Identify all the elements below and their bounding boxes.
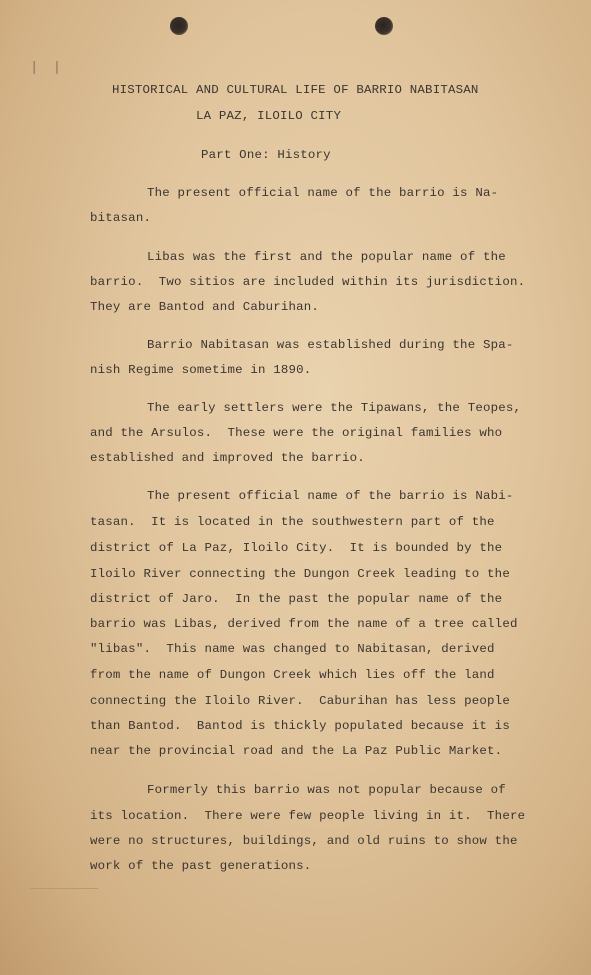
punch-hole-right: [375, 17, 393, 35]
text-line: connecting the Iloilo River. Caburihan has less people: [90, 694, 510, 708]
text-line: work of the past generations.: [90, 859, 312, 873]
part-heading: Part One: History: [201, 148, 331, 162]
text-line: barrio. Two sitios are included within its jurisdiction.: [90, 275, 526, 289]
text-line: bitasan.: [90, 211, 152, 225]
text-line: were no structures, buildings, and old ruins to show the: [90, 834, 518, 848]
text-line: than Bantod. Bantod is thickly populated because it is: [90, 719, 510, 733]
text-line: barrio was Libas, derived from the name of a tree called: [90, 617, 518, 631]
text-line: from the name of Dungon Creek which lies off the land: [90, 668, 495, 682]
text-line: nish Regime sometime in 1890.: [90, 363, 312, 377]
text-line: They are Bantod and Caburihan.: [90, 300, 320, 314]
text-line: its location. There were few people living in it. There: [90, 809, 526, 823]
document-title: HISTORICAL AND CULTURAL LIFE OF BARRIO NABITASAN: [112, 83, 479, 97]
text-line: and the Arsulos. These were the original families who: [90, 426, 503, 440]
margin-mark: | |: [30, 60, 65, 76]
text-line: near the provincial road and the La Paz Public Market.: [90, 744, 503, 758]
text-line: Iloilo River connecting the Dungon Creek leading to the: [90, 567, 510, 581]
text-line: tasan. It is located in the southwestern part of the: [90, 515, 495, 529]
document-subtitle: LA PAZ, ILOILO CITY: [196, 109, 342, 123]
punch-hole-left: [170, 17, 188, 35]
text-line: established and improved the barrio.: [90, 451, 365, 465]
text-line: "libas". This name was changed to Nabitasan, derived: [90, 642, 495, 656]
text-line: Barrio Nabitasan was established during the Spa-: [147, 338, 514, 352]
text-line: The early settlers were the Tipawans, the Teopes,: [147, 401, 522, 415]
text-line: Formerly this barrio was not popular because of: [147, 783, 506, 797]
text-line: The present official name of the barrio is Na-: [147, 186, 499, 200]
margin-rule: [30, 888, 98, 889]
text-line: The present official name of the barrio is Nabi-: [147, 489, 514, 503]
text-line: Libas was the first and the popular name of the: [147, 250, 506, 264]
text-line: district of Jaro. In the past the popular name of the: [90, 592, 503, 606]
text-line: district of La Paz, Iloilo City. It is bounded by the: [90, 541, 503, 555]
